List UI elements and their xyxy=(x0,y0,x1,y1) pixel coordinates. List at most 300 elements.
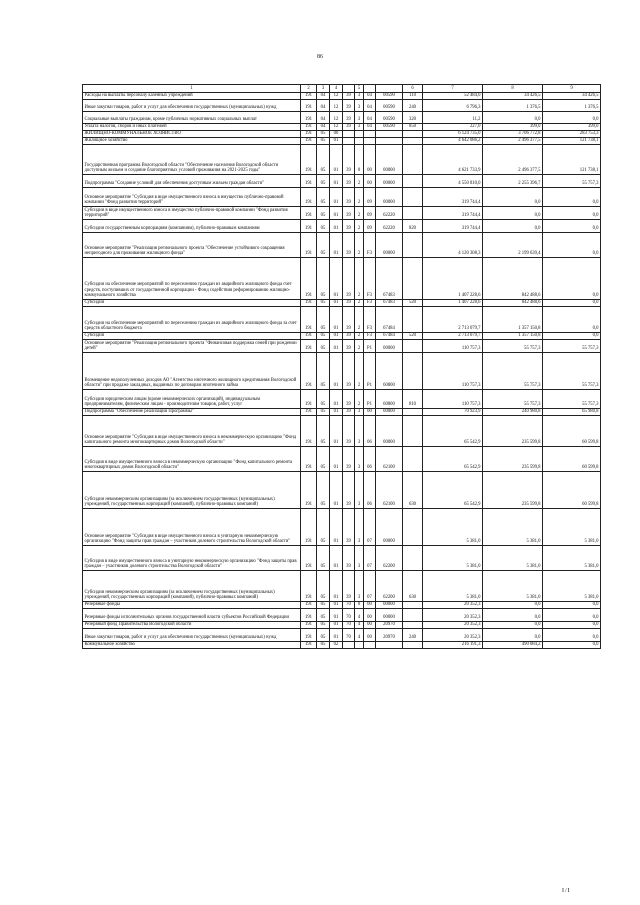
target-code-cell: 67483 xyxy=(376,300,403,307)
amount-cell: 1 376,5 xyxy=(483,100,543,112)
expense-type-cell: 630 xyxy=(403,472,423,509)
code-cell: 191 xyxy=(301,472,317,509)
target-code-cell: 2 xyxy=(355,258,364,300)
target-code-cell: 62200 xyxy=(376,571,403,602)
expense-type-cell xyxy=(403,509,423,546)
row-name-cell: Подпрограмма "Обеспечение реализации Программы" xyxy=(83,409,301,416)
table-row xyxy=(83,602,601,609)
target-code-cell: 04 xyxy=(364,100,376,112)
table-row xyxy=(83,642,601,649)
row-name-cell: Жилищное хозяйство xyxy=(83,138,301,145)
table-row xyxy=(83,409,601,416)
target-code-cell xyxy=(376,138,403,145)
target-code-cell: 09 xyxy=(364,207,376,220)
amount-cell: 5 381,0 xyxy=(543,571,601,602)
row-name-cell: Основное мероприятие "Субсидия в виде имущественного взноса в унитарную некоммерческую организацию "Фонд защиты прав граждан – участников долевого строительства Вологодской области" xyxy=(83,509,301,546)
row-name-cell: Социальные выплаты гражданам, кроме публичных нормативных социальных выплат xyxy=(83,112,301,124)
target-code-cell: 39 xyxy=(343,409,355,416)
subsection-cell: 01 xyxy=(330,300,343,307)
row-name-cell: Субсидия в виде имущественного взноса в унитарную некоммерческую организацию "Фонд защиты прав граждан – участников долевого строительства Вологодской области" xyxy=(83,546,301,571)
amount-cell: 34 426,5 xyxy=(543,93,601,100)
section-cell: 04 xyxy=(317,124,330,131)
target-code-cell: 2 xyxy=(355,175,364,188)
section-cell: 05 xyxy=(317,622,330,629)
target-code-cell: 39 xyxy=(343,509,355,546)
target-code-cell: 0 xyxy=(355,602,364,609)
expense-type-cell: 520 xyxy=(403,333,423,340)
target-code-cell: 62100 xyxy=(376,447,403,472)
target-code-cell: 4 xyxy=(355,622,364,629)
expense-type-cell xyxy=(403,409,423,416)
section-cell: 05 xyxy=(317,207,330,220)
table-row xyxy=(83,138,601,145)
table-row xyxy=(83,571,601,602)
amount-cell: 1 357 150,8 xyxy=(483,307,543,333)
section-cell: 05 xyxy=(317,416,330,447)
target-code-cell: 00000 xyxy=(376,145,403,175)
amount-cell: 121 738,1 xyxy=(543,145,601,175)
amount-cell: 55 757,3 xyxy=(543,175,601,188)
corner-mark: I/I xyxy=(562,888,571,894)
row-name-cell: Субсидии на обеспечение мероприятий по переселению граждан из аварийного жилищного фонда за счет средств областного бюджета xyxy=(83,307,301,333)
target-code-cell: 3 xyxy=(355,447,364,472)
code-cell: 191 xyxy=(301,100,317,112)
target-code-cell: P1 xyxy=(364,390,376,409)
section-cell: 05 xyxy=(317,642,330,649)
subsection-cell: 01 xyxy=(330,175,343,188)
subsection-cell: 01 xyxy=(330,145,343,175)
amount-cell: 0,0 xyxy=(483,629,543,642)
amount-cell: 55 757,3 xyxy=(543,340,601,353)
code-cell: 191 xyxy=(301,307,317,333)
target-code-cell: 00590 xyxy=(376,100,403,112)
target-code-cell xyxy=(364,642,376,649)
amount-cell: 5 381,0 xyxy=(543,546,601,571)
target-code-cell xyxy=(343,642,355,649)
target-code-cell: 3 xyxy=(355,93,364,100)
amount-cell: 5 381,0 xyxy=(423,571,483,602)
row-name-cell: Основное мероприятие "Реализация регионального проекта "Обеспечение устойчивого сокращения непригодного для проживания жилищного фонда" xyxy=(83,233,301,258)
target-code-cell: 00590 xyxy=(376,93,403,100)
amount-cell: 5 381,0 xyxy=(543,509,601,546)
target-code-cell: 62100 xyxy=(376,472,403,509)
subsection-cell: 00 xyxy=(330,131,343,138)
target-code-cell: 4 xyxy=(355,629,364,642)
amount-cell: 1 357 150,8 xyxy=(483,333,543,340)
amount-cell: 0,0 xyxy=(543,207,601,220)
section-cell: 05 xyxy=(317,175,330,188)
header-cell: 5 xyxy=(355,85,364,93)
amount-cell: 60 599,8 xyxy=(543,447,601,472)
target-code-cell: F3 xyxy=(364,307,376,333)
table-row xyxy=(83,145,601,175)
subsection-cell: 01 xyxy=(330,447,343,472)
target-code-cell: 06 xyxy=(364,447,376,472)
table-row xyxy=(83,546,601,571)
table-row xyxy=(83,390,601,409)
target-code-cell: F3 xyxy=(364,233,376,258)
expense-type-cell: 820 xyxy=(403,220,423,233)
amount-cell: 240 980,8 xyxy=(483,409,543,416)
table-row xyxy=(83,353,601,390)
row-name-cell: Субсидии юридическим лицам (кроме некоммерческих организаций), индивидуальным предпринимателям, физическим лицам - производителям товаров, работ, услуг xyxy=(83,390,301,409)
subsection-cell: 01 xyxy=(330,390,343,409)
target-code-cell: 00000 xyxy=(376,188,403,207)
subsection-cell: 01 xyxy=(330,629,343,642)
amount-cell: 55 757,3 xyxy=(483,353,543,390)
target-code-cell: 70 xyxy=(343,602,355,609)
target-code-cell: 00 xyxy=(364,602,376,609)
subsection-cell: 01 xyxy=(330,220,343,233)
target-code-cell: 2 xyxy=(355,207,364,220)
table-row xyxy=(83,131,601,138)
row-name-cell: Коммунальное хозяйство xyxy=(83,642,301,649)
target-code-cell: 39 xyxy=(343,124,355,131)
amount-cell: 20 352,3 xyxy=(423,609,483,622)
subsection-cell: 01 xyxy=(330,207,343,220)
target-code-cell: F3 xyxy=(364,333,376,340)
table-row xyxy=(83,509,601,546)
subsection-cell: 01 xyxy=(330,472,343,509)
target-code-cell: 07 xyxy=(364,546,376,571)
expense-type-cell xyxy=(403,609,423,622)
target-code-cell: 09 xyxy=(364,220,376,233)
subsection-cell: 01 xyxy=(330,258,343,300)
expense-type-cell: 240 xyxy=(403,629,423,642)
amount-cell: 20 352,3 xyxy=(423,622,483,629)
amount-cell: 65 542,9 xyxy=(423,447,483,472)
target-code-cell: 2 xyxy=(355,300,364,307)
table-row xyxy=(83,629,601,642)
amount-cell: 65 980,8 xyxy=(543,409,601,416)
section-cell: 05 xyxy=(317,409,330,416)
code-cell: 191 xyxy=(301,571,317,602)
row-name-cell: Субсидии на обеспечение мероприятий по переселению граждан из аварийного жилищного фонда счет средств, поступивших от государственной корпорации - Фонд содействия реформированию жилищно-коммунального хозяйства xyxy=(83,258,301,300)
amount-cell: 0,0 xyxy=(543,220,601,233)
amount-cell: 842 488,6 xyxy=(483,258,543,300)
section-cell: 05 xyxy=(317,233,330,258)
section-cell: 05 xyxy=(317,353,330,390)
code-cell: 191 xyxy=(301,602,317,609)
amount-cell: 0,0 xyxy=(543,622,601,629)
target-code-cell: 2 xyxy=(355,233,364,258)
section-cell: 05 xyxy=(317,220,330,233)
target-code-cell: 70 xyxy=(343,609,355,622)
code-cell: 191 xyxy=(301,622,317,629)
target-code-cell: 39 xyxy=(343,145,355,175)
subsection-cell: 12 xyxy=(330,93,343,100)
target-code-cell: 62220 xyxy=(376,220,403,233)
amount-cell: 1 407 228,6 xyxy=(423,300,483,307)
amount-cell: 110 757,3 xyxy=(423,353,483,390)
amount-cell: 0,0 xyxy=(483,220,543,233)
amount-cell: 319 744,4 xyxy=(423,188,483,207)
target-code-cell: P1 xyxy=(364,340,376,353)
row-name-cell: Субсидии некоммерческим организациям (за исключением государственных (муниципальных) учреждений, государственных корпораций (компаний), публично-правовых компаний) xyxy=(83,571,301,602)
amount-cell: 2 496 377,5 xyxy=(483,138,543,145)
target-code-cell: 3 xyxy=(355,546,364,571)
amount-cell: 0,0 xyxy=(483,602,543,609)
target-code-cell: 20970 xyxy=(376,629,403,642)
table-row xyxy=(83,207,601,220)
target-code-cell: 00 xyxy=(364,145,376,175)
target-code-cell: 39 xyxy=(343,300,355,307)
expense-type-cell: 240 xyxy=(403,100,423,112)
amount-cell: 0,0 xyxy=(483,207,543,220)
expense-type-cell xyxy=(403,188,423,207)
expense-type-cell xyxy=(403,340,423,353)
amount-cell: 5 381,0 xyxy=(423,546,483,571)
target-code-cell xyxy=(355,138,364,145)
target-code-cell: 39 xyxy=(343,220,355,233)
table-row xyxy=(83,100,601,112)
amount-cell: 399,0 xyxy=(483,124,543,131)
expense-type-cell: 810 xyxy=(403,390,423,409)
amount-cell: 5 381,0 xyxy=(423,509,483,546)
target-code-cell xyxy=(364,131,376,138)
code-cell: 191 xyxy=(301,390,317,409)
table-row xyxy=(83,233,601,258)
target-code-cell: 39 xyxy=(343,207,355,220)
amount-cell: 4 642 086,2 xyxy=(423,138,483,145)
subsection-cell: 12 xyxy=(330,112,343,124)
subsection-cell: 01 xyxy=(330,416,343,447)
header-cell xyxy=(343,85,355,93)
row-name-cell: Резервные фонды xyxy=(83,602,301,609)
amount-cell: 55 757,3 xyxy=(543,353,601,390)
target-code-cell: 2 xyxy=(355,340,364,353)
code-cell: 191 xyxy=(301,353,317,390)
target-code-cell: 62220 xyxy=(376,207,403,220)
code-cell: 191 xyxy=(301,233,317,258)
amount-cell: 2 496 377,5 xyxy=(483,145,543,175)
subsection-cell: 12 xyxy=(330,100,343,112)
amount-cell: 6 124 735,0 xyxy=(423,131,483,138)
target-code-cell xyxy=(355,131,364,138)
amount-cell: 3 706 772,8 xyxy=(483,131,543,138)
row-name-cell: Субсидии xyxy=(83,300,301,307)
section-cell: 05 xyxy=(317,333,330,340)
section-cell: 05 xyxy=(317,131,330,138)
subsection-cell: 01 xyxy=(330,546,343,571)
target-code-cell: 2 xyxy=(355,188,364,207)
target-code-cell: 70 xyxy=(343,629,355,642)
row-name-cell: Государственная программа Вологодской области "Обеспечение населения Вологодской области доступным жильем и создание благоприятных условий проживания на 2021-2025 годы" xyxy=(83,145,301,175)
row-name-cell: ЖИЛИЩНО-КОММУНАЛЬНОЕ ХОЗЯЙСТВО xyxy=(83,131,301,138)
target-code-cell xyxy=(376,131,403,138)
target-code-cell: 39 xyxy=(343,546,355,571)
row-name-cell: Основное мероприятие "Субсидия в виде имущественного взноса в некоммерческую организацию "Фонд капитального ремонта многоквартирных домов Вологодской области" xyxy=(83,416,301,447)
amount-cell: 490 084,2 xyxy=(483,642,543,649)
amount-cell: 2 713 079,7 xyxy=(423,333,483,340)
amount-cell: 52 484,0 xyxy=(423,93,483,100)
code-cell: 191 xyxy=(301,220,317,233)
amount-cell: 65 542,9 xyxy=(423,416,483,447)
target-code-cell: 00000 xyxy=(376,416,403,447)
header-cell: 4 xyxy=(330,85,343,93)
section-cell: 05 xyxy=(317,258,330,300)
amount-cell: 399,0 xyxy=(543,124,601,131)
code-cell: 191 xyxy=(301,509,317,546)
subsection-cell: 01 xyxy=(330,602,343,609)
expense-type-cell xyxy=(403,145,423,175)
amount-cell: 110 757,3 xyxy=(423,340,483,353)
code-cell: 191 xyxy=(301,112,317,124)
amount-cell: 65 542,9 xyxy=(423,472,483,509)
section-cell: 05 xyxy=(317,447,330,472)
target-code-cell: 4 xyxy=(355,609,364,622)
target-code-cell: 39 xyxy=(343,307,355,333)
expense-type-cell xyxy=(403,416,423,447)
amount-cell: 0,0 xyxy=(543,307,601,333)
target-code-cell: 00590 xyxy=(376,112,403,124)
target-code-cell: 04 xyxy=(364,93,376,100)
header-row xyxy=(83,85,601,93)
amount-cell: 55 757,3 xyxy=(543,390,601,409)
amount-cell: 60 599,8 xyxy=(543,416,601,447)
table-row xyxy=(83,307,601,333)
amount-cell: 121 738,1 xyxy=(543,138,601,145)
target-code-cell: 00 xyxy=(364,409,376,416)
target-code-cell: 62200 xyxy=(376,546,403,571)
code-cell: 191 xyxy=(301,207,317,220)
row-name-cell: Иные закупки товаров, работ и услуг для обеспечения государственных (муниципальных) нужд xyxy=(83,100,301,112)
section-cell: 05 xyxy=(317,629,330,642)
amount-cell: 2 255 396,7 xyxy=(483,175,543,188)
target-code-cell: 3 xyxy=(355,416,364,447)
amount-cell: 70 923,9 xyxy=(423,409,483,416)
expense-type-cell xyxy=(403,207,423,220)
target-code-cell: 00000 xyxy=(376,175,403,188)
target-code-cell: 60800 xyxy=(376,390,403,409)
target-code-cell: F3 xyxy=(364,258,376,300)
row-name-cell: Возмещение недополученных доходов АО "Агентство ипотечного жилищного кредитования Вологодской области" при продаже закладных, выданных по договорам ипотечного займа xyxy=(83,353,301,390)
subsection-cell: 02 xyxy=(330,642,343,649)
section-cell: 04 xyxy=(317,93,330,100)
row-name-cell: Субсидии государственным корпорациям (компаниям), публично-правовым компаниям xyxy=(83,220,301,233)
expense-type-cell: 850 xyxy=(403,124,423,131)
page-number: 86 xyxy=(317,54,323,60)
code-cell: 191 xyxy=(301,145,317,175)
expense-type-cell xyxy=(403,353,423,390)
target-code-cell xyxy=(343,138,355,145)
amount-cell: 283 753,3 xyxy=(543,131,601,138)
target-code-cell: 39 xyxy=(343,333,355,340)
code-cell: 191 xyxy=(301,93,317,100)
table-row xyxy=(83,416,601,447)
amount-cell: 842 488,6 xyxy=(483,300,543,307)
code-cell: 191 xyxy=(301,416,317,447)
expense-type-cell: 320 xyxy=(403,112,423,124)
target-code-cell: 3 xyxy=(355,472,364,509)
row-name-cell: Подпрограмма "Создание условий для обеспечения доступным жильем граждан области" xyxy=(83,175,301,188)
subsection-cell: 01 xyxy=(330,307,343,333)
header-cell xyxy=(376,85,403,93)
row-name-cell: Резервный фонд Правительства Вологодской области xyxy=(83,622,301,629)
target-code-cell: 67484 xyxy=(376,307,403,333)
amount-cell: 1 407 228,6 xyxy=(423,258,483,300)
section-cell: 05 xyxy=(317,188,330,207)
section-cell: 05 xyxy=(317,390,330,409)
amount-cell: 319 744,4 xyxy=(423,220,483,233)
table-row xyxy=(83,175,601,188)
target-code-cell: 04 xyxy=(364,112,376,124)
target-code-cell: F3 xyxy=(364,300,376,307)
target-code-cell: 00 xyxy=(364,609,376,622)
target-code-cell: 67484 xyxy=(376,333,403,340)
amount-cell: 227,0 xyxy=(423,124,483,131)
subsection-cell: 01 xyxy=(330,571,343,602)
target-code-cell: 0 xyxy=(355,145,364,175)
row-name-cell: Субсидии xyxy=(83,333,301,340)
target-code-cell: 00000 xyxy=(376,409,403,416)
budget-table xyxy=(82,84,601,649)
amount-cell: 0,0 xyxy=(543,629,601,642)
table-row xyxy=(83,340,601,353)
target-code-cell: 00590 xyxy=(376,124,403,131)
table-row xyxy=(83,124,601,131)
target-code-cell: 3 xyxy=(355,409,364,416)
row-name-cell: Субсидия в виде имущественного взноса в некоммерческую организацию "Фонд капитального ремонта многоквартирных домов Вологодской области" xyxy=(83,447,301,472)
target-code-cell: 00000 xyxy=(376,340,403,353)
table-row xyxy=(83,93,601,100)
target-code-cell: 70 xyxy=(343,622,355,629)
section-cell: 05 xyxy=(317,145,330,175)
table-row xyxy=(83,622,601,629)
target-code-cell: 3 xyxy=(355,571,364,602)
subsection-cell: 01 xyxy=(330,188,343,207)
subsection-cell: 01 xyxy=(330,333,343,340)
section-cell: 05 xyxy=(317,602,330,609)
table-row xyxy=(83,609,601,622)
code-cell: 191 xyxy=(301,447,317,472)
target-code-cell: 3 xyxy=(355,509,364,546)
code-cell: 191 xyxy=(301,300,317,307)
row-name-cell: Резервные фонды исполнительных органов государственной власти субъектов Российской Федерации xyxy=(83,609,301,622)
target-code-cell: 00 xyxy=(364,175,376,188)
target-code-cell: 2 xyxy=(355,333,364,340)
amount-cell: 2 199 639,4 xyxy=(483,233,543,258)
target-code-cell: 00000 xyxy=(376,509,403,546)
target-code-cell: 00000 xyxy=(376,609,403,622)
row-name-cell: Субсидии в виде имущественного взноса в имущество публично-правовой компании "Фонд развития территорий" xyxy=(83,207,301,220)
target-code-cell: 2 xyxy=(355,307,364,333)
target-code-cell: 2 xyxy=(355,220,364,233)
expense-type-cell: 110 xyxy=(403,93,423,100)
row-name-cell: Уплата налогов, сборов и иных платежей xyxy=(83,124,301,131)
amount-cell: 2 713 079,7 xyxy=(423,307,483,333)
expense-type-cell xyxy=(403,138,423,145)
target-code-cell xyxy=(376,642,403,649)
target-code-cell xyxy=(355,642,364,649)
expense-type-cell xyxy=(403,258,423,300)
section-cell: 05 xyxy=(317,509,330,546)
amount-cell: 0,0 xyxy=(543,258,601,300)
target-code-cell: 39 xyxy=(343,390,355,409)
amount-cell: 5 381,0 xyxy=(483,509,543,546)
expense-type-cell xyxy=(403,175,423,188)
code-cell: 191 xyxy=(301,175,317,188)
target-code-cell: 07 xyxy=(364,571,376,602)
subsection-cell: 01 xyxy=(330,509,343,546)
code-cell: 191 xyxy=(301,340,317,353)
code-cell: 191 xyxy=(301,546,317,571)
code-cell: 191 xyxy=(301,333,317,340)
amount-cell: 0,0 xyxy=(483,112,543,124)
target-code-cell: 39 xyxy=(343,100,355,112)
target-code-cell: 07 xyxy=(364,509,376,546)
amount-cell: 0,0 xyxy=(483,188,543,207)
